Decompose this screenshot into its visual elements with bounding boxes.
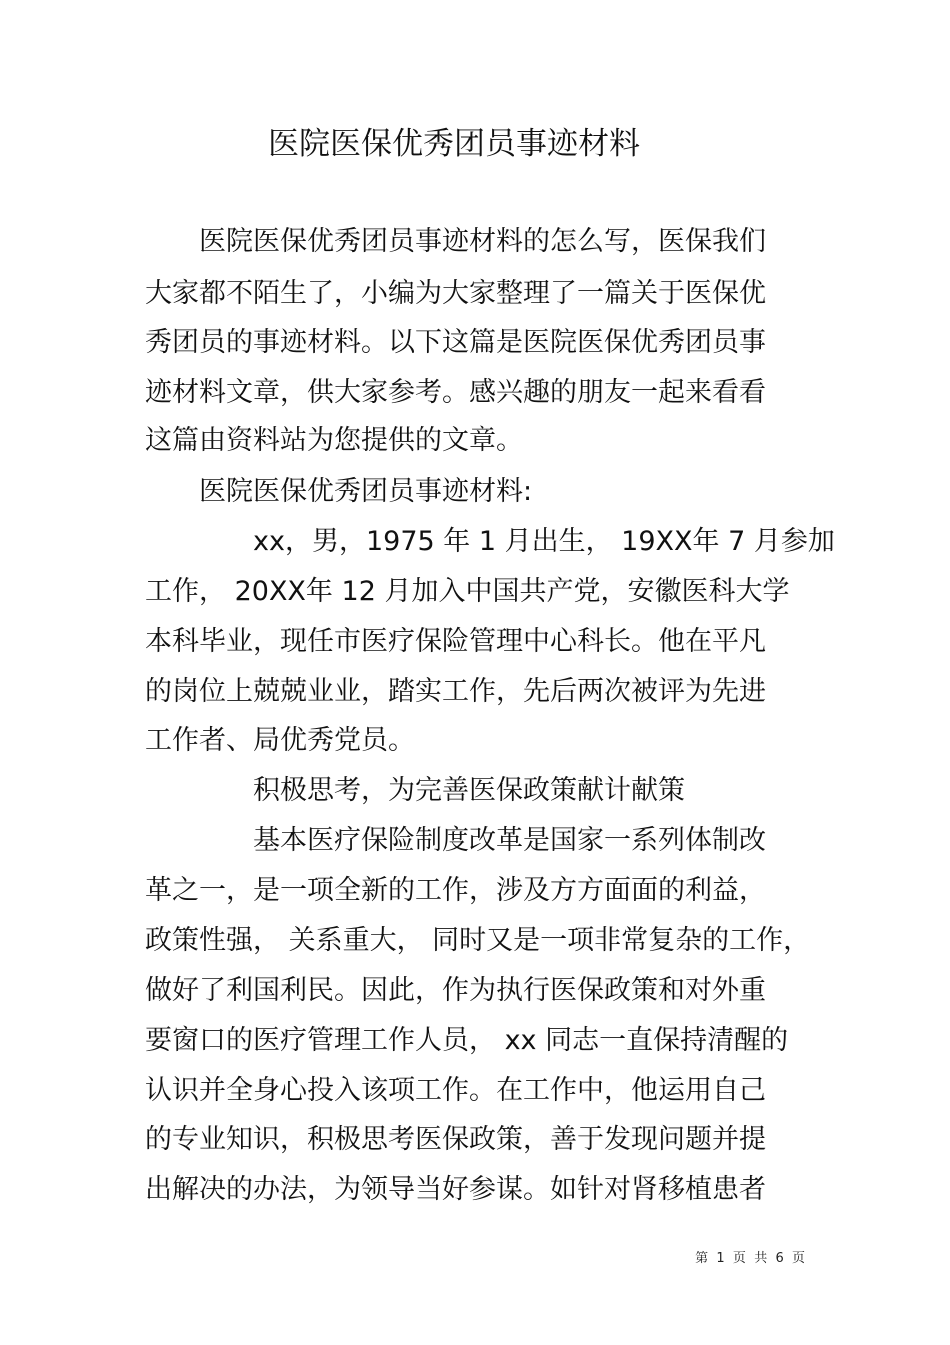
body-line-6: 医院医保优秀团员事迹材料: bbox=[145, 476, 533, 507]
section-heading: 积极思考，为完善医保政策献计献策 bbox=[145, 775, 685, 806]
body-line-10: 的岗位上兢兢业业，踏实工作，先后两次被评为先进 bbox=[145, 676, 766, 707]
body-line-3: 秀团员的事迹材料。以下这篇是医院医保优秀团员事 bbox=[145, 327, 766, 358]
body-line-5: 这篇由资料站为您提供的文章。 bbox=[145, 425, 523, 456]
body-line-20: 出解决的办法，为领导当好参谋。如针对肾移植患者 bbox=[145, 1174, 766, 1205]
body-line-11: 工作者、局优秀党员。 bbox=[145, 725, 415, 756]
body-line-4: 迹材料文章，供大家参考。感兴趣的朋友一起来看看 bbox=[145, 377, 766, 408]
body-line-16: 做好了利国利民。因此，作为执行医保政策和对外重 bbox=[145, 975, 766, 1006]
page-number-footer: 第 1 页 共 6 页 bbox=[695, 1251, 805, 1266]
body-line-14: 革之一，是一项全新的工作，涉及方方面面的利益， bbox=[145, 875, 766, 906]
body-line-7: xx，男，1975 年 1 月出生， 19XX年 7 月参加 bbox=[145, 526, 835, 557]
document-title: 医院医保优秀团员事迹材料 bbox=[268, 126, 640, 162]
body-line-15: 政策性强， 关系重大， 同时又是一项非常复杂的工作， bbox=[145, 925, 811, 956]
body-line-13: 基本医疗保险制度改革是国家一系列体制改 bbox=[145, 825, 766, 856]
body-line-2: 大家都不陌生了，小编为大家整理了一篇关于医保优 bbox=[145, 278, 766, 309]
body-line-9: 本科毕业，现任市医疗保险管理中心科长。他在平凡 bbox=[145, 626, 766, 657]
body-line-8: 工作， 20XX年 12 月加入中国共产党，安徽医科大学 bbox=[145, 576, 790, 607]
body-line-1: 医院医保优秀团员事迹材料的怎么写，医保我们 bbox=[145, 226, 766, 257]
body-line-19: 的专业知识，积极思考医保政策，善于发现问题并提 bbox=[145, 1124, 766, 1155]
body-line-17: 要窗口的医疗管理工作人员， xx 同志一直保持清醒的 bbox=[145, 1025, 789, 1056]
body-line-18: 认识并全身心投入该项工作。在工作中，他运用自己 bbox=[145, 1075, 766, 1106]
